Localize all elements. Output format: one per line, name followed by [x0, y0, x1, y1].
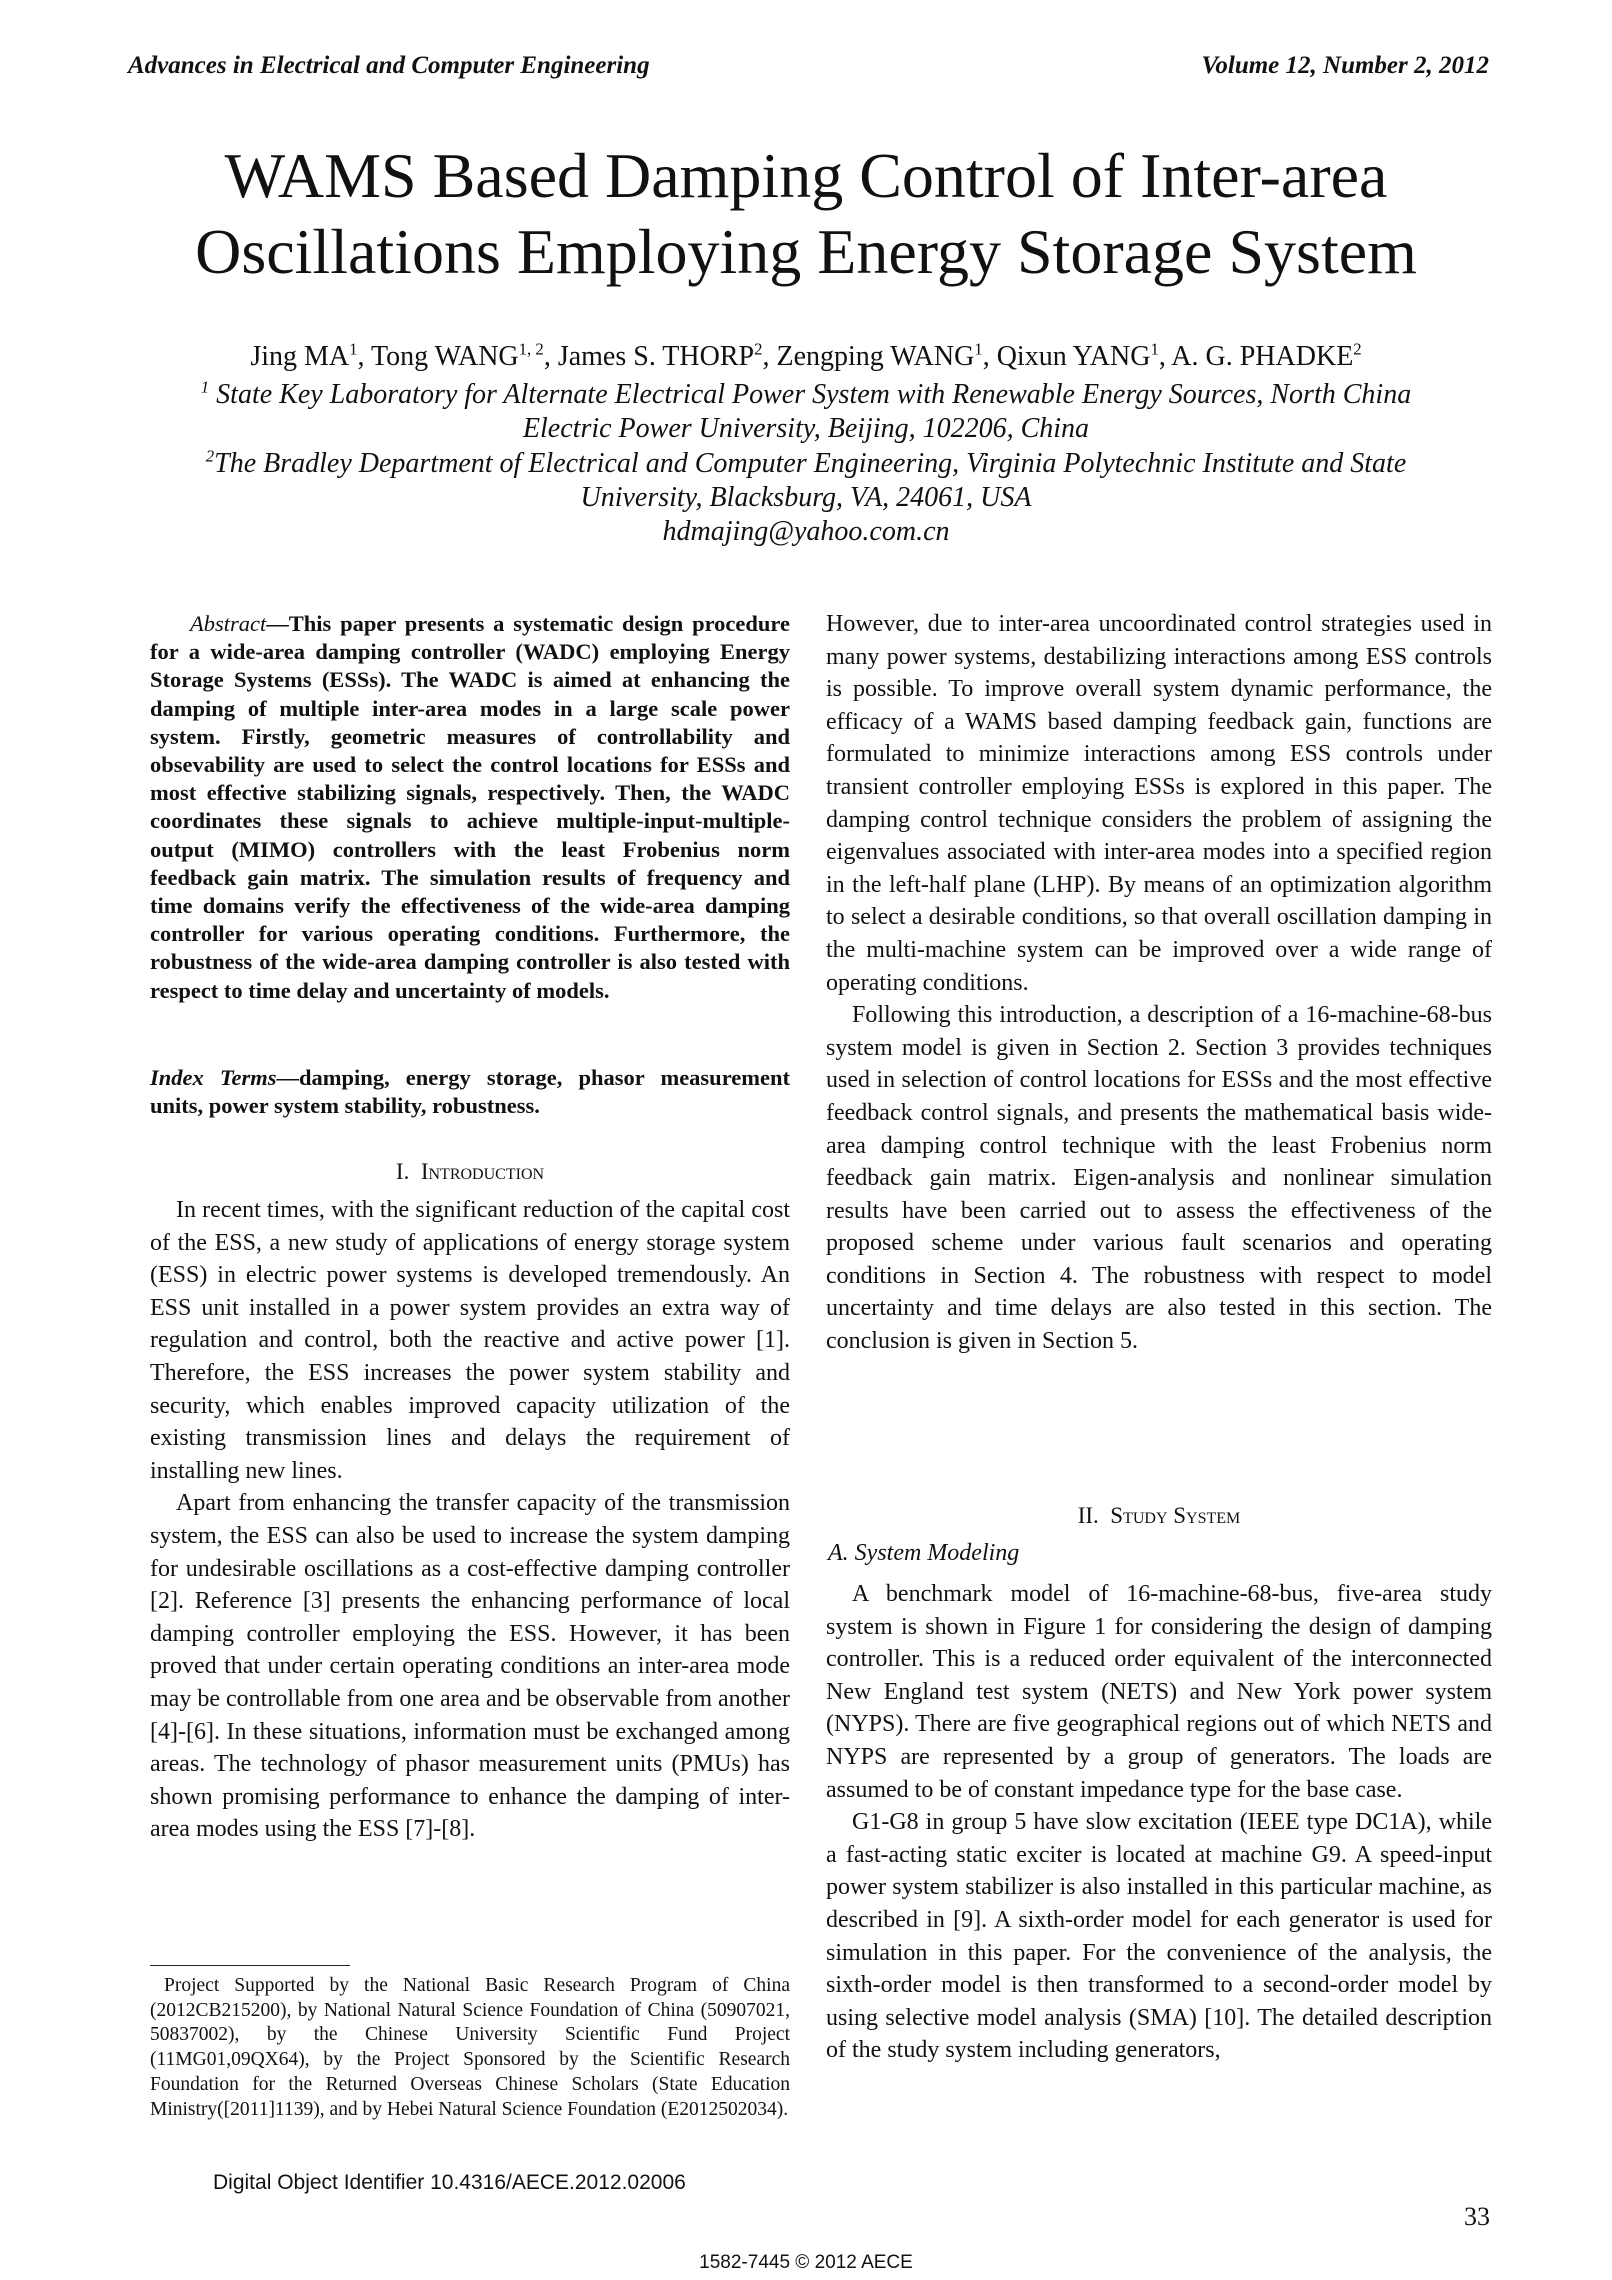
- affiliation-1: [170, 378, 1442, 446]
- author-name: James S. THORP: [557, 341, 755, 372]
- section-number: II.: [1077, 1503, 1099, 1528]
- journal-name: Advances in Electrical and Computer Engineering: [128, 52, 650, 79]
- abstract-text: —This paper presents a systematic design procedure for a wide-area damping controller (WADC) employing Energy Storage Systems (ESSs). The WADC is aimed at enhancing the damping of multiple inter-area modes in a large scale power system. Firstly, geometric measures of controllability and obsevability are used to select the control locations for ESSs and most effective stabilizing signals, respectively. Then, the WADC coordinates these signals to achieve multiple-input-multiple-output (MIMO) controllers with the least Frobenius norm feedback gain matrix. The simulation results of frequency and time domains verify the effectiveness of the wide-area damping controller for various operating conditions. Furthermore, the robustness of the wide-area damping controller is also tested with respect to time delay and uncertainty of models.: [150, 611, 790, 1003]
- contact-email[interactable]: hdmajing@yahoo.com.cn: [662, 516, 950, 547]
- author-name: Zengping WANG: [776, 341, 975, 372]
- index-terms-lead: Index Terms: [150, 1065, 277, 1090]
- page-number: 33: [1464, 2202, 1490, 2231]
- paragraph: G1-G8 in group 5 have slow excitation (IEEE type DC1A), while a fast-acting static exciter is located at machine G9. A speed-input power system stabilizer is also installed in this particular machine, as described in [9]. A sixth-order model for each generator is used for simulation in this paper. For the convenience of the analysis, the sixth-order model is then transformed to a second-order model by using selective model analysis (SMA) [10]. The detailed description of the study system including generators,: [826, 1809, 1492, 2064]
- affiliation-text: State Key Laboratory for Alternate Electrical Power System with Renewable Energy Sources, North China Electric Power University, Beijing, 102206, China: [216, 379, 1412, 444]
- volume-info: Volume 12, Number 2, 2012: [1201, 52, 1489, 79]
- title-line-1: WAMS Based Damping Control of Inter-area: [224, 140, 1388, 211]
- paragraph: In recent times, with the significant reduction of the capital cost of the ESS, a new study of applications of energy storage system (ESS) in electric power systems is developed tremendously. An ESS unit installed in a power system provides an extra way of regulation and control, both the reactive and active power [1]. Therefore, the ESS increases the power system stability and security, which enables improved capacity utilization of the existing transmission lines and delays the requirement of installing new lines.: [150, 1197, 790, 1484]
- affiliation-2: [170, 447, 1442, 515]
- section-heading-study-system: [826, 1500, 1492, 1533]
- right-column-body: [826, 608, 1492, 1358]
- introduction-body: [150, 1194, 790, 1846]
- paragraph: However, due to inter-area uncoordinated control strategies used in many power systems, destabilizing interactions among ESS controls is possible. To improve overall system dynamic performance, the efficacy of a WAMS based damping feedback gain, functions are formulated to minimize interactions among ESS controls under transient controller employing ESSs is explored in this paper. The damping control technique considers the problem of assigning the eigenvalues associated with inter-area modes into a specified region in the left-half plane (LHP). By means of an optimization algorithm to select a desirable conditions, so that overall oscillation damping in the multi-machine system can be improved over a wide range of operating conditions.: [826, 611, 1492, 996]
- affiliation-mark: 2: [205, 446, 215, 466]
- section-title: Introduction: [420, 1159, 545, 1184]
- section-number: I.: [395, 1159, 410, 1184]
- copyright-footer: 1582-7445 © 2012 AECE: [699, 2252, 913, 2273]
- author-list: Jing $MA^1$, Tong WANG$^{1, 2}$, James S. THORP$^2$, Zengping WANG$^1$, Qixun YANG$^1$, A. G. PHADKE$^2$: [250, 339, 1362, 372]
- paper-title: [120, 138, 1492, 290]
- title-line-2: Oscillations Employing Energy Storage System: [195, 216, 1417, 287]
- index-terms-text: —damping, energy storage, phasor measurement units, power system stability, robustness.: [150, 1065, 790, 1119]
- author-affiliation-mark: 1: [974, 339, 983, 359]
- subsection-heading: A. System Modeling: [828, 1540, 1020, 1566]
- section-heading-introduction: [150, 1156, 790, 1189]
- funding-footnote: Project Supported by the National Basic Research Program of China (2012CB215200), by National Natural Science Foundation of China (50907021, 50837002), by the Chinese University Scientific Fund Project (11MG01,09QX64), by the Project Sponsored by the Scientific Research Foundation for the Returned Overseas Chinese Scholars (State Education Ministry([2011]1139), and by Hebei Natural Science Foundation (E2012502034).: [150, 1975, 790, 2120]
- abstract: [150, 610, 790, 1005]
- author-name: Jing MA: [250, 341, 350, 372]
- abstract-lead: Abstract: [190, 611, 267, 636]
- author-name: A. G. PHADKE: [1171, 341, 1354, 372]
- paragraph: Following this introduction, a description of a 16-machine-68-bus system model is given in Section 2. Section 3 provides techniques used in selection of control locations for ESSs and the most effective feedback control signals, and presents the mathematical basis wide-area damping control technique with the least Frobenius norm feedback gain matrix. Eigen-analysis and nonlinear simulation results have been carried out to assess the effectiveness of the proposed scheme under various fault scenarios and operating conditions in Section 4. The robustness with respect to model uncertainty and time delays are also tested in this section. The conclusion is given in Section 5.: [826, 1002, 1492, 1355]
- paragraph: Apart from enhancing the transfer capacity of the transmission system, the ESS can also be used to increase the system damping for undesirable oscillations as a cost-effective damping controller [2]. Reference [3] presents the enhancing performance of local damping controller employing the ESS. However, it has been proved that under certain operating conditions an inter-area mode may be controllable from one area and be observable from another [4]-[6]. In these situations, information must be exchanged among areas. The technology of phasor measurement units (PMUs) has shown promising performance to enhance the damping of inter-area modes using the ESS [7]-[8].: [150, 1490, 790, 1843]
- author-affiliation-mark: 1: [1150, 339, 1159, 359]
- author-affiliation-mark: 1, 2: [518, 339, 544, 359]
- author-affiliation-mark: 1: [349, 339, 358, 359]
- author-affiliation-mark: 2: [754, 339, 763, 359]
- index-terms: [150, 1064, 790, 1120]
- affiliation-mark: 1: [200, 377, 210, 397]
- author-affiliation-mark: 2: [1353, 339, 1362, 359]
- affiliation-text: The Bradley Department of Electrical and Computer Engineering, Virginia Polytechnic Institute and State University, Blacksburg, VA, 24061, USA: [214, 448, 1407, 513]
- doi[interactable]: Digital Object Identifier 10.4316/AECE.2012.02006: [213, 2171, 686, 2194]
- author-name: Tong WANG: [371, 341, 519, 372]
- paragraph: A benchmark model of 16-machine-68-bus, five-area study system is shown in Figure 1 for considering the design of damping controller. This is a reduced order equivalent of the interconnected New England test system (NETS) and New York power system (NYPS). There are five geographical regions out of which NETS and NYPS are represented by a group of generators. The loads are assumed to be of constant impedance type for the base case.: [826, 1581, 1492, 1803]
- author-name: Qixun YANG: [996, 341, 1151, 372]
- study-system-body: [826, 1578, 1492, 2067]
- section-title: Study System: [1110, 1503, 1241, 1528]
- footnote-rule: [150, 1965, 350, 1966]
